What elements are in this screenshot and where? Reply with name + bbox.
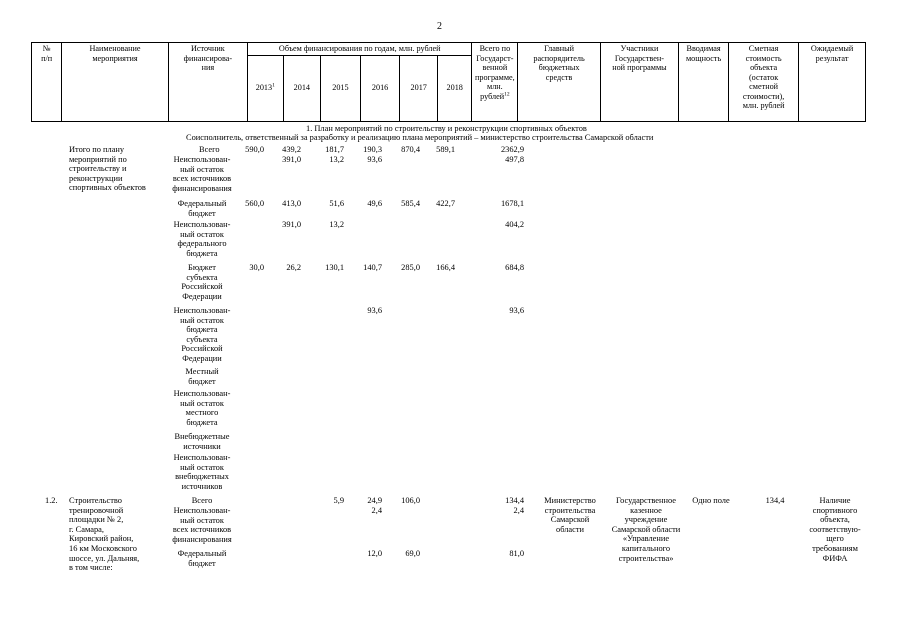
cell-2014: 413,0 bbox=[282, 199, 301, 208]
header-source: Источник финансирова- ния bbox=[168, 43, 247, 122]
cell-2016: 12,0 bbox=[367, 549, 382, 558]
cell-2014: 391,0 bbox=[282, 155, 301, 164]
cell-2015: 13,2 bbox=[329, 155, 344, 164]
cell-2017: 870,4 bbox=[401, 145, 420, 154]
item-result: Наличие спортивного объекта, соответствую- щего требованиям ФИФА bbox=[809, 496, 861, 563]
header-year-2013: 2013$^1$ bbox=[248, 55, 283, 121]
header-participants: Участники Государствен- ной программы bbox=[600, 43, 678, 122]
row-source: Федеральный бюджет bbox=[177, 549, 227, 568]
page-number: 2 bbox=[437, 21, 442, 32]
cell-2014: 26,2 bbox=[286, 263, 301, 272]
cell-total: 93,6 bbox=[509, 306, 524, 315]
row-source: Всего bbox=[191, 496, 213, 505]
row-source: Неиспользован- ный остаток бюджета субъекта Российской Федерации bbox=[173, 306, 231, 363]
header-year-2018: 2018 bbox=[437, 55, 471, 121]
row-source: Бюджет субъекта Российской Федерации bbox=[181, 263, 223, 301]
cell-2016: 140,7 bbox=[363, 263, 382, 272]
cell-2015: 130,1 bbox=[325, 263, 344, 272]
cell-2013: 560,0 bbox=[245, 199, 264, 208]
cell-2014: 391,0 bbox=[282, 220, 301, 229]
header-name: Наименование мероприятия bbox=[62, 43, 168, 122]
summary-name: Итого по плану мероприятий по строительству и реконструкции спортивных объектов bbox=[69, 145, 146, 193]
cell-2013: 590,0 bbox=[245, 145, 264, 154]
row-source: Федеральный бюджет bbox=[177, 199, 227, 218]
header-num: № п/п bbox=[32, 43, 62, 122]
section-title: 1. План мероприятий по строительству и реконструкции спортивных объектов bbox=[306, 124, 587, 133]
item-capacity: Одно поле bbox=[692, 496, 730, 505]
header-year-2016: 2016 bbox=[360, 55, 400, 121]
row-source: Неиспользован- ный остаток федерального бюджета bbox=[173, 220, 231, 258]
section-subtitle: Соисполнитель, ответственный за разработку и реализацию плана мероприятий – министерство строительства Самарской области bbox=[186, 133, 654, 142]
header-year-2017: 2017 bbox=[400, 55, 438, 121]
cell-2017: 69,0 bbox=[405, 549, 420, 558]
table-header bbox=[31, 42, 866, 122]
cell-2015: 181,7 bbox=[325, 145, 344, 154]
row-source: Местный бюджет bbox=[185, 367, 219, 386]
cell-total: 134,4 bbox=[505, 496, 524, 505]
row-source: Неиспользован- ный остаток всех источников финансирования bbox=[172, 506, 232, 544]
row-source: Всего bbox=[199, 145, 220, 154]
header-capacity: Вводимая мощность bbox=[679, 43, 729, 122]
cell-2016: 24,9 bbox=[367, 496, 382, 505]
item-estimate: 134,4 bbox=[765, 496, 785, 505]
header-estimate: Сметная стоимость объекта (остаток сметной стоимости), млн. рублей bbox=[729, 43, 799, 122]
header-result: Ожидаемый результат bbox=[799, 43, 866, 122]
cell-total: 2362,9 bbox=[500, 145, 524, 154]
cell-total: 684,8 bbox=[505, 263, 524, 272]
cell-2018: 589,1 bbox=[436, 145, 455, 154]
header-year-2014: 2014 bbox=[283, 55, 321, 121]
row-source: Неиспользован- ный остаток местного бюджета bbox=[173, 389, 231, 427]
header-total: Всего по Государст- венной программе, млн. рублей$^{12}$ bbox=[472, 43, 518, 122]
cell-total: 2,4 bbox=[513, 506, 524, 515]
row-source: Неиспользован- ный остаток внебюджетных источников bbox=[173, 453, 231, 491]
item-number: 1.2. bbox=[45, 496, 58, 505]
item-manager: Министерство строительства Самарской области bbox=[544, 496, 596, 534]
cell-2014: 439,2 bbox=[282, 145, 301, 154]
cell-2017: 585,4 bbox=[401, 199, 420, 208]
cell-total: 1678,1 bbox=[500, 199, 524, 208]
cell-2016: 190,3 bbox=[363, 145, 382, 154]
cell-2015: 5,9 bbox=[333, 496, 344, 505]
row-source: Неиспользован- ный остаток всех источников финансирования bbox=[172, 155, 232, 193]
cell-total: 81,0 bbox=[509, 549, 524, 558]
cell-2016: 93,6 bbox=[367, 306, 382, 315]
header-year-2015: 2015 bbox=[321, 55, 361, 121]
header-main-manager: Главный распорядитель бюджетных средств bbox=[518, 43, 600, 122]
cell-total: 404,2 bbox=[505, 220, 524, 229]
cell-2018: 166,4 bbox=[436, 263, 455, 272]
item-participant: Государственное казенное учреждение Самарской области «Управление капитального строительства» bbox=[611, 496, 681, 563]
cell-2016: 49,6 bbox=[367, 199, 382, 208]
cell-2017: 106,0 bbox=[401, 496, 420, 505]
cell-2015: 51,6 bbox=[329, 199, 344, 208]
cell-2013: 30,0 bbox=[249, 263, 264, 272]
cell-2017: 285,0 bbox=[401, 263, 420, 272]
cell-2018: 422,7 bbox=[436, 199, 455, 208]
cell-2016: 2,4 bbox=[371, 506, 382, 515]
cell-2015: 13,2 bbox=[329, 220, 344, 229]
row-source: Внебюджетные источники bbox=[174, 432, 230, 451]
cell-2016: 93,6 bbox=[367, 155, 382, 164]
header-volume: Объем финансирования по годам, млн. рублей bbox=[248, 43, 472, 56]
item-name: Строительство тренировочной площадки № 2, г. Самара, Кировский район, 16 км Московского шоссе, ул. Дальняя, в том числе: bbox=[69, 496, 140, 573]
cell-total: 497,8 bbox=[505, 155, 524, 164]
